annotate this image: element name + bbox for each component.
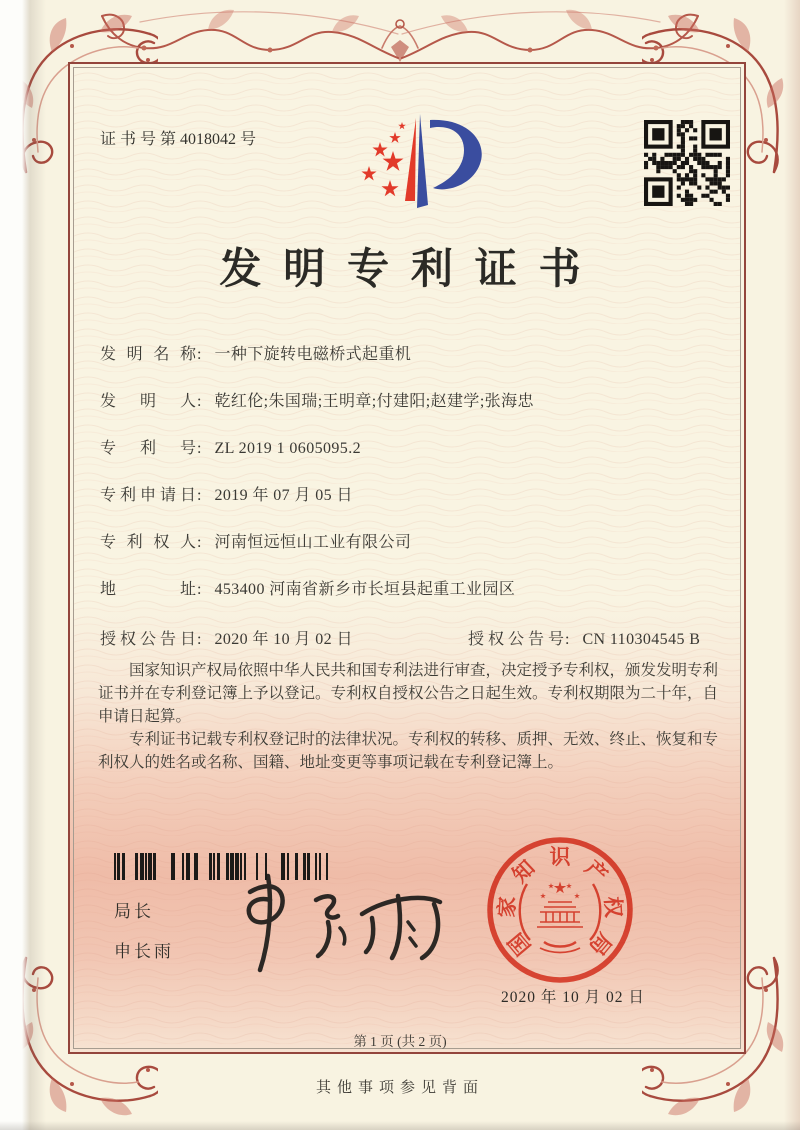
colon: : — [197, 581, 202, 598]
seal-char: 家 — [494, 895, 520, 919]
director-signature — [212, 862, 452, 982]
field-value: 乾红伦;朱国瑞;王明章;付建阳;赵建学;张海忠 — [214, 393, 534, 410]
field-row-patent-number — [100, 435, 720, 458]
field-row-invention-name — [100, 341, 720, 364]
field-row-grant — [100, 626, 720, 649]
field-row-filing-date — [100, 482, 720, 505]
field-label: 授权公告日 — [100, 631, 196, 648]
colon: : — [197, 631, 202, 648]
field-label: 专利权人 — [100, 534, 196, 551]
field-value: CN 110304545 B — [582, 631, 701, 648]
field-value: 一种下旋转电磁桥式起重机 — [214, 346, 412, 363]
colon: : — [197, 534, 202, 551]
legal-paragraph-2: 专利证书记载专利权登记时的法律状况。专利权的转移、质押、无效、终止、恢复和专利权人的姓名或名称、国籍、地址变更等事项记载在专利登记簿上。 — [98, 731, 719, 771]
field-value: 453400 河南省新乡市长垣县起重工业园区 — [214, 581, 516, 598]
colon: : — [197, 440, 202, 457]
scan-edge-bottom — [0, 1121, 800, 1130]
field-label: 发明人 — [100, 393, 196, 410]
legal-text — [98, 659, 718, 774]
colon: : — [565, 631, 570, 648]
seal-char: 知 — [507, 855, 540, 888]
official-seal — [484, 834, 636, 986]
field-label: 授权公告号 — [468, 631, 564, 648]
field-row-inventors — [100, 388, 720, 411]
qr-code — [644, 120, 730, 206]
page-number: 第 1 页 (共 2 页) — [353, 1034, 447, 1049]
field-value: 2019 年 07 月 05 日 — [214, 487, 353, 504]
legal-paragraph-1: 国家知识产权局依照中华人民共和国专利法进行审查，决定授予专利权，颁发发明专利证书并在专利登记簿上予以登记。专利权自授权公告之日起生效。专利权期限为二十年，自申请日起算。 — [98, 662, 719, 725]
colon: : — [197, 393, 202, 410]
field-label: 地址 — [100, 581, 196, 598]
seal-date: 2020 年 10 月 02 日 — [501, 989, 645, 1006]
certificate-title: 发明专利证书 — [219, 247, 603, 293]
certificate-number: 证 书 号 第 4018042 号 — [100, 131, 257, 148]
back-side-note: 其他事项参见背面 — [315, 1080, 484, 1096]
seal-char: 识 — [549, 845, 571, 869]
director-name: 申长雨 — [114, 942, 174, 961]
field-label: 专利申请日 — [100, 487, 196, 504]
colon: : — [197, 346, 202, 363]
border-ornament-top — [100, 4, 700, 66]
colon: : — [197, 487, 202, 504]
seal-char: 国 — [503, 928, 536, 960]
field-row-patentee — [100, 529, 720, 552]
seal-char: 产 — [580, 855, 613, 888]
grant-number-group — [468, 626, 700, 649]
field-value: ZL 2019 1 0605095.2 — [214, 440, 362, 457]
field-row-address — [100, 576, 720, 599]
field-value: 2020 年 10 月 02 日 — [214, 631, 353, 648]
cnipa-logo — [340, 98, 510, 220]
seal-char: 局 — [584, 928, 617, 960]
field-label: 专利号 — [100, 440, 196, 457]
field-value: 河南恒远恒山工业有限公司 — [214, 534, 412, 551]
seal-char: 权 — [600, 895, 626, 919]
director-title: 局长 — [114, 902, 154, 921]
field-label: 发明名称 — [100, 346, 196, 363]
